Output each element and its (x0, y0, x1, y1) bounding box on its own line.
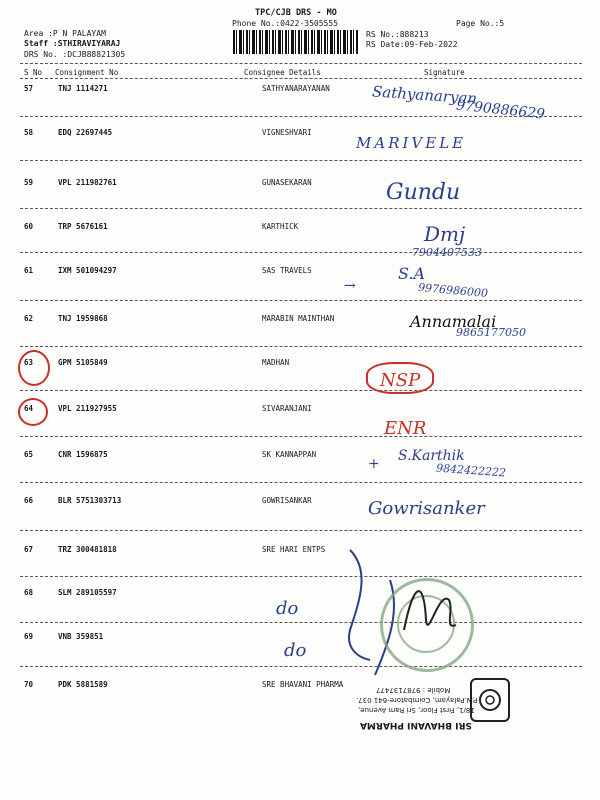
row-65-consignee: SK KANNAPPAN (262, 450, 317, 459)
row-67-consignment: TRZ 300481818 (58, 545, 117, 554)
page-number: Page No.:5 (456, 19, 505, 28)
row-70-consignee: SRE BHAVANI PHARMA (262, 680, 344, 689)
row-62-sno: 62 (24, 314, 34, 323)
row-59-consignee: GUNASEKARAN (262, 178, 312, 187)
row-68-sno: 68 (24, 588, 34, 597)
row-70-sno: 70 (24, 680, 34, 689)
phone-65: 9842422222 (435, 461, 507, 480)
col-consignment: Consignment No (55, 68, 119, 77)
arrow-65: + (368, 456, 380, 472)
row-58-consignee: VIGNESHVARI (262, 128, 312, 137)
signature-60: Dmj (424, 222, 466, 246)
row-divider (20, 208, 582, 209)
row-61-consignee: SAS TRAVELS (262, 266, 312, 275)
row-divider (20, 346, 582, 347)
row-63-consignment: GPM 5105849 (58, 358, 108, 367)
barcode (233, 30, 358, 54)
row-69-sno: 69 (24, 632, 34, 641)
row-59-consignment: VPL 211982761 (58, 178, 117, 187)
signature-61: S.A (398, 264, 426, 283)
row-67-sno: 67 (24, 545, 34, 554)
row-divider (20, 622, 582, 623)
doc-title: TPC/CJB DRS - MO (255, 8, 337, 18)
row-65-sno: 65 (24, 450, 34, 459)
red-circle-63 (18, 350, 50, 386)
row-60-consignee: KARTHICK (262, 222, 299, 231)
row-66-sno: 66 (24, 496, 34, 505)
row-58-sno: 58 (24, 128, 34, 137)
col-consignee: Consignee Details (244, 68, 321, 77)
rs-date: RS Date:09-Feb-2022 (366, 40, 458, 49)
ditto-68: do (276, 598, 299, 619)
phone-60: 7904407533 (412, 246, 482, 259)
red-circle-64 (18, 398, 48, 426)
signature-65: S.Karthik (398, 448, 465, 464)
row-64-sno: 64 (24, 404, 34, 413)
arrow-61: → (344, 278, 356, 294)
row-57-consignee: SATHYANARAYANAN (262, 84, 330, 93)
row-64-consignment: VPL 211927955 (58, 404, 117, 413)
row-68-consignment: SLM 289105597 (58, 588, 117, 597)
phone-number: Phone No.:0422-3505555 (232, 19, 338, 28)
pharma-address-1: 18/1, First Floor, Sri Ram Avenue, (358, 706, 475, 714)
mark-63: NSP (380, 370, 421, 391)
signature-62: Annamalai (410, 312, 497, 331)
signature-59: Gundu (386, 180, 461, 205)
phone-61: 9976986000 (417, 280, 489, 301)
pharma-name: SRI BHAVANI PHARMA (360, 720, 472, 730)
signature-57: Sathyanaryan (371, 82, 478, 108)
header-rule-top (20, 63, 582, 64)
row-62-consignee: MARABIN MAINTHAN (262, 314, 335, 323)
row-60-sno: 60 (24, 222, 34, 231)
ditto-69: do (284, 640, 307, 661)
row-57-sno: 57 (24, 84, 34, 93)
row-63-sno: 63 (24, 358, 34, 367)
row-69-consignment: VNB 359851 (58, 632, 104, 641)
row-57-consignment: TNJ 1114271 (58, 84, 108, 93)
row-64-consignee: SIVARANJANI (262, 404, 312, 413)
row-67-consignee: SRE HARI ENTPS (262, 545, 326, 554)
row-65-consignment: CNR 1596875 (58, 450, 108, 459)
phone-62: 9865177050 (456, 326, 526, 339)
row-divider (20, 666, 582, 667)
row-divider (20, 436, 582, 437)
area-label: Area :P N PALAYAM (24, 29, 106, 38)
signature-58: MARIVELE (356, 134, 467, 152)
col-sno: S No (24, 68, 43, 77)
pharma-address-2: P.N.Palayam, Coimbatore-641 037. (356, 696, 478, 704)
pharma-mobile: Mobile : 9787137477 (376, 686, 451, 694)
header-rule-bottom (20, 78, 582, 79)
row-divider (20, 300, 582, 301)
row-divider (20, 576, 582, 577)
row-62-consignment: TNJ 1959868 (58, 314, 108, 323)
row-divider (20, 390, 582, 391)
row-70-consignment: PDK 5881589 (58, 680, 108, 689)
phone-57: 9790886629 (455, 97, 546, 123)
row-60-consignment: TRP 5676161 (58, 222, 108, 231)
row-66-consignee: GOWRISANKAR (262, 496, 312, 505)
row-61-consignment: IXM 501094297 (58, 266, 117, 275)
row-divider (20, 482, 582, 483)
staff-label: Staff :STHIRAVIYARAJ (24, 39, 121, 48)
rs-number: RS No.:888213 (366, 30, 429, 39)
row-divider (20, 160, 582, 161)
signature-66: Gowrisanker (368, 498, 485, 519)
stamp-signature (394, 570, 464, 650)
row-divider (20, 252, 582, 253)
row-66-consignment: BLR 5751303713 (58, 496, 122, 505)
row-61-sno: 61 (24, 266, 34, 275)
row-58-consignment: EDQ 22697445 (58, 128, 113, 137)
row-divider (20, 530, 582, 531)
red-loop-63 (366, 362, 434, 394)
col-signature: Signature (424, 68, 465, 77)
row-63-consignee: MADHAN (262, 358, 290, 367)
row-59-sno: 59 (24, 178, 34, 187)
mark-64: ENR (384, 418, 427, 439)
drs-number: DRS No. :DCJB88821305 (24, 50, 126, 59)
